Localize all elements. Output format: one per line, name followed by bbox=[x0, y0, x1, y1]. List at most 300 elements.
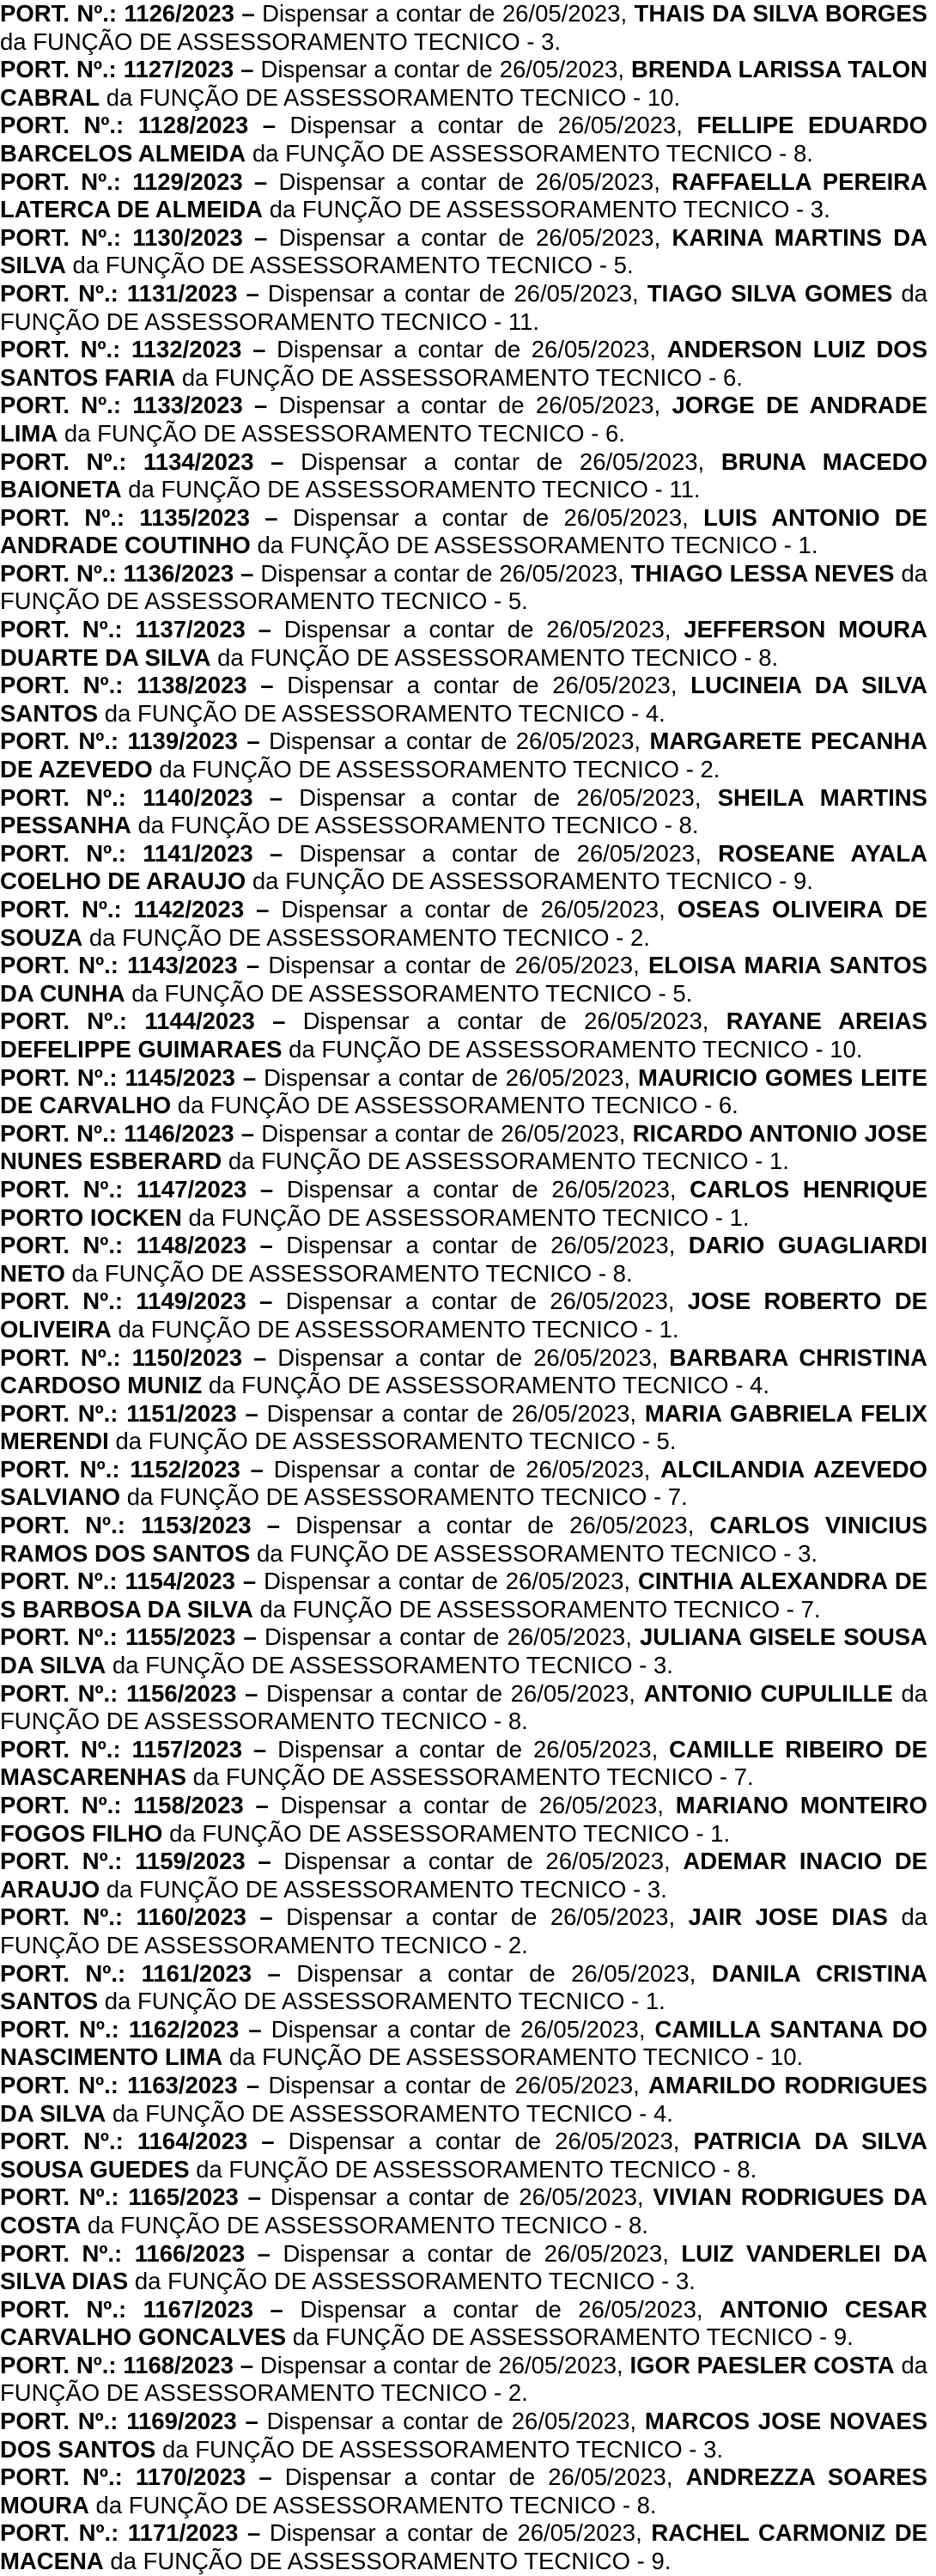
portaria-label: PORT. Nº.: bbox=[0, 2295, 143, 2323]
portaria-separator: – bbox=[254, 1008, 303, 1035]
employee-name: FELLIPE EDUARDO BARCELOS ALMEIDA bbox=[0, 112, 928, 167]
portaria-label: PORT. Nº.: bbox=[0, 0, 125, 27]
portaria-separator: – bbox=[234, 1119, 262, 1147]
portaria-separator: – bbox=[243, 1792, 281, 1818]
portaria-entry: PORT. Nº.: 1152/2023 – Dispensar a contar de 26/05/2023, ALCILANDIA AZEVEDO SALVIANO da FUNÇÃO DE ASSESSORAMENTO TECNICO - 7. bbox=[0, 1455, 927, 1511]
portaria-entry: PORT. Nº.: 1158/2023 – Dispensar a contar de 26/05/2023, MARIANO MONTEIRO FOGOS FILHO da FUNÇÃO DE ASSESSORAMENTO TECNICO - 1. bbox=[0, 1792, 928, 1847]
function-text: da FUNÇÃO DE ASSESSORAMENTO TECNICO - bbox=[137, 812, 672, 839]
function-level: 1 bbox=[645, 1988, 659, 2015]
portaria-number: 1167/2023 bbox=[143, 2295, 254, 2323]
function-text: da FUNÇÃO DE ASSESSORAMENTO TECNICO - bbox=[289, 1035, 824, 1063]
portaria-entry: PORT. Nº.: 1140/2023 – Dispensar a contar de 26/05/2023, SHEILA MARTINS PESSANHA da FUNÇÃO DE ASSESSORAMENTO TECNICO - 8. bbox=[0, 783, 928, 839]
portaria-number: 1170/2023 bbox=[135, 2463, 246, 2491]
portaria-action: Dispensar a contar de 26/05/2023, bbox=[292, 503, 689, 531]
portaria-entry: PORT. Nº.: 1154/2023 – Dispensar a contar de 26/05/2023, CINTHIA ALEXANDRA DE S BARBOSA DA SILVA da FUNÇÃO DE ASSESSORAMENTO TECNICO - 7. bbox=[0, 1568, 928, 1623]
portaria-label: PORT. Nº.: bbox=[0, 896, 134, 923]
portaria-number: 1169/2023 bbox=[126, 2408, 237, 2435]
function-level: 2 bbox=[508, 2379, 522, 2407]
employee-name: CARLOS HENRIQUE PORTO IOCKEN bbox=[0, 1175, 928, 1231]
portaria-action: Dispensar a contar de 26/05/2023, bbox=[286, 1175, 677, 1203]
portaria-label: PORT. Nº.: bbox=[0, 1512, 142, 1539]
portaria-separator: – bbox=[239, 2015, 271, 2043]
portaria-separator: – bbox=[242, 1735, 278, 1763]
function-text: da FUNÇÃO DE ASSESSORAMENTO TECNICO - bbox=[0, 1679, 928, 1735]
portaria-number: 1155/2023 bbox=[125, 1623, 236, 1651]
portaria-label: PORT. Nº.: bbox=[0, 2408, 127, 2435]
portaria-entry: PORT. Nº.: 1163/2023 – Dispensar a contar de 26/05/2023, AMARILDO RODRIGUES DA SILVA da FUNÇÃO DE ASSESSORAMENTO TECNICO - 4. bbox=[0, 2071, 928, 2127]
portaria-entry: PORT. Nº.: 1153/2023 – Dispensar a contar de 26/05/2023, CARLOS VINICIUS RAMOS DOS SANTOS da FUNÇÃO DE ASSESSORAMENTO TECNICO - 3. bbox=[0, 1512, 928, 1567]
portaria-separator: – bbox=[238, 2183, 270, 2211]
function-level: 7 bbox=[733, 1763, 747, 1791]
portaria-action: Dispensar a contar de 26/05/2023, bbox=[284, 2463, 673, 2491]
portaria-separator: – bbox=[252, 783, 300, 811]
portaria-separator: – bbox=[234, 559, 261, 587]
function-text: da FUNÇÃO DE ASSESSORAMENTO TECNICO - bbox=[217, 643, 752, 671]
portaria-action: Dispensar a contar de 26/05/2023, bbox=[283, 616, 672, 643]
function-level: 3 bbox=[647, 1875, 661, 1903]
function-level: 3 bbox=[798, 1539, 811, 1567]
portaria-label: PORT. Nº.: bbox=[0, 783, 143, 811]
portaria-number: 1138/2023 bbox=[137, 672, 247, 699]
portaria-action: Dispensar a contar de 26/05/2023, bbox=[266, 1679, 635, 1707]
portaria-label: PORT. Nº.: bbox=[0, 279, 127, 307]
function-text: da FUNÇÃO DE ASSESSORAMENTO TECNICO - bbox=[71, 1259, 606, 1287]
portaria-entry: PORT. Nº.: 1156/2023 – Dispensar a contar de 26/05/2023, ANTONIO CUPULILLE da FUNÇÃO DE ASSESSORAMENTO TECNICO - 8. bbox=[0, 1679, 928, 1735]
employee-name: ANDERSON LUIZ DOS SANTOS FARIA bbox=[0, 336, 928, 391]
portaria-entry: PORT. Nº.: 1127/2023 – Dispensar a contar de 26/05/2023, BRENDA LARISSA TALON CABRAL da FUNÇÃO DE ASSESSORAMENTO TECNICO - 10. bbox=[0, 56, 927, 111]
portaria-action: Dispensar a contar de 26/05/2023, bbox=[286, 1232, 676, 1259]
portaria-action: Dispensar a contar de 26/05/2023, bbox=[268, 2071, 640, 2098]
portaria-number: 1159/2023 bbox=[135, 1848, 246, 1875]
function-level: 4 bbox=[653, 2099, 667, 2127]
portaria-action: Dispensar a contar de 26/05/2023, bbox=[286, 1903, 676, 1931]
employee-name: LUIZ VANDERLEI DA SILVA DIAS bbox=[0, 2239, 928, 2295]
function-level: 6 bbox=[722, 363, 737, 391]
portaria-label: PORT. Nº.: bbox=[0, 1568, 125, 1595]
function-level: 1 bbox=[729, 1203, 743, 1231]
portaria-number: 1146/2023 bbox=[124, 1119, 234, 1147]
function-text: da FUNÇÃO DE ASSESSORAMENTO TECNICO - bbox=[252, 139, 787, 167]
function-text: da FUNÇÃO DE ASSESSORAMENTO TECNICO - bbox=[106, 83, 641, 111]
employee-name: RICARDO ANTONIO JOSE NUNES ESBERARD bbox=[0, 1119, 928, 1175]
portaria-separator: – bbox=[237, 279, 268, 307]
portaria-action: Dispensar a contar de 26/05/2023, bbox=[270, 2183, 644, 2211]
portaria-label: PORT. Nº.: bbox=[0, 839, 143, 867]
portaria-entry: PORT. Nº.: 1138/2023 – Dispensar a contar de 26/05/2023, LUCINEIA DA SILVA SANTOS da FUNÇÃO DE ASSESSORAMENTO TECNICO - 4. bbox=[0, 672, 928, 727]
portaria-action: Dispensar a contar de 26/05/2023, bbox=[299, 839, 702, 867]
portaria-label: PORT. Nº.: bbox=[0, 2519, 128, 2547]
function-text: da FUNÇÃO DE ASSESSORAMENTO TECNICO - bbox=[87, 2211, 623, 2238]
function-text: da FUNÇÃO DE ASSESSORAMENTO TECNICO - bbox=[134, 2268, 670, 2295]
portaria-entry: PORT. Nº.: 1157/2023 – Dispensar a contar de 26/05/2023, CAMILLE RIBEIRO DE MASCARENHAS da FUNÇÃO DE ASSESSORAMENTO TECNICO - 7. bbox=[0, 1735, 927, 1791]
portaria-action: Dispensar a contar de 26/05/2023, bbox=[259, 2351, 623, 2378]
portaria-action: Dispensar a contar de 26/05/2023, bbox=[268, 952, 640, 979]
portaria-separator: – bbox=[245, 1848, 284, 1875]
portaria-separator: – bbox=[240, 1455, 274, 1483]
portaria-separator: – bbox=[247, 2128, 289, 2155]
portaria-label: PORT. Nº.: bbox=[0, 1959, 142, 1987]
portaria-entry: PORT. Nº.: 1139/2023 – Dispensar a contar de 26/05/2023, MARGARETE PECANHA DE AZEVEDO da FUNÇÃO DE ASSESSORAMENTO TECNICO - 2. bbox=[0, 728, 928, 783]
function-text: da FUNÇÃO DE ASSESSORAMENTO TECNICO - bbox=[64, 419, 599, 447]
employee-name: DARIO GUAGLIARDI NETO bbox=[0, 1232, 927, 1287]
portaria-label: PORT. Nº.: bbox=[0, 1119, 125, 1147]
employee-name: PATRICIA DA SILVA SOUSA GUEDES bbox=[0, 2128, 928, 2183]
employee-name: TIAGO SILVA GOMES bbox=[647, 279, 893, 307]
employee-name: MARGARETE PECANHA DE AZEVEDO bbox=[0, 728, 928, 783]
portaria-action: Dispensar a contar de 26/05/2023, bbox=[285, 1288, 675, 1315]
function-text: da FUNÇÃO DE ASSESSORAMENTO TECNICO - bbox=[0, 2351, 928, 2407]
portaria-number: 1130/2023 bbox=[132, 223, 243, 251]
function-level: 8 bbox=[612, 1259, 626, 1287]
function-level: 5 bbox=[656, 1428, 670, 1455]
portaria-number: 1142/2023 bbox=[133, 896, 245, 923]
portaria-label: PORT. Nº.: bbox=[0, 1792, 134, 1818]
portaria-label: PORT. Nº.: bbox=[0, 2351, 124, 2378]
employee-name: ELOISA MARIA SANTOS DA CUNHA bbox=[0, 952, 927, 1007]
employee-name: BRUNA MACEDO BAIONETA bbox=[0, 448, 928, 503]
employee-name: MARIANO MONTEIRO FOGOS FILHO bbox=[0, 1792, 928, 1847]
portaria-label: PORT. Nº.: bbox=[0, 1008, 145, 1035]
portaria-action: Dispensar a contar de 26/05/2023, bbox=[283, 2239, 669, 2267]
portaria-entry: PORT. Nº.: 1136/2023 – Dispensar a contar de 26/05/2023, THIAGO LESSA NEVES da FUNÇÃO DE ASSESSORAMENTO TECNICO - 5. bbox=[0, 559, 928, 615]
portaria-entry: PORT. Nº.: 1129/2023 – Dispensar a contar de 26/05/2023, RAFFAELLA PEREIRA LATERCA DE ALMEIDA da FUNÇÃO DE ASSESSORAMENTO TECNICO - 3. bbox=[0, 167, 928, 223]
portaria-action: Dispensar a contar de 26/05/2023, bbox=[261, 1119, 626, 1147]
portaria-number: 1126/2023 bbox=[124, 0, 234, 27]
employee-name: SHEILA MARTINS PESSANHA bbox=[0, 783, 928, 839]
portaria-number: 1143/2023 bbox=[127, 952, 238, 979]
function-text: da FUNÇÃO DE ASSESSORAMENTO TECNICO - bbox=[256, 1539, 792, 1567]
portaria-separator: – bbox=[253, 448, 301, 475]
portaria-separator: – bbox=[234, 1063, 264, 1091]
function-text: da FUNÇÃO DE ASSESSORAMENTO TECNICO - bbox=[252, 868, 787, 895]
portaria-number: 1133/2023 bbox=[132, 392, 243, 419]
function-level: 8 bbox=[636, 2491, 650, 2518]
portaria-entry: PORT. Nº.: 1160/2023 – Dispensar a contar de 26/05/2023, JAIR JOSE DIAS da FUNÇÃO DE ASSESSORAMENTO TECNICO - 2. bbox=[0, 1903, 928, 1958]
portaria-number: 1153/2023 bbox=[141, 1512, 252, 1539]
portaria-number: 1140/2023 bbox=[143, 783, 253, 811]
function-level: 8 bbox=[758, 643, 772, 671]
portaria-separator: – bbox=[245, 2239, 283, 2267]
portaria-separator: – bbox=[245, 616, 284, 643]
portaria-number: 1166/2023 bbox=[134, 2239, 246, 2267]
function-text: da FUNÇÃO DE ASSESSORAMENTO TECNICO - bbox=[72, 252, 607, 279]
portaria-separator: – bbox=[246, 672, 288, 699]
employee-name: JULIANA GISELE SOUSA DA SILVA bbox=[0, 1623, 928, 1679]
function-text: da FUNÇÃO DE ASSESSORAMENTO TECNICO - bbox=[115, 1428, 650, 1455]
function-level: 3 bbox=[653, 1652, 667, 1679]
portaria-action: Dispensar a contar de 26/05/2023, bbox=[300, 2295, 703, 2323]
function-level: 10 bbox=[830, 1035, 856, 1063]
function-level: 4 bbox=[645, 699, 659, 727]
portaria-action: Dispensar a contar de 26/05/2023, bbox=[273, 1455, 651, 1483]
portaria-entry: PORT. Nº.: 1162/2023 – Dispensar a contar de 26/05/2023, CAMILLA SANTANA DO NASCIMENTO LIMA da FUNÇÃO DE ASSESSORAMENTO TECNICO - 10. bbox=[0, 2015, 928, 2071]
portaria-action: Dispensar a contar de 26/05/2023, bbox=[264, 1623, 632, 1651]
function-text: da FUNÇÃO DE ASSESSORAMENTO TECNICO - bbox=[104, 1988, 640, 2015]
portaria-label: PORT. Nº.: bbox=[0, 2183, 129, 2211]
function-text: da FUNÇÃO DE ASSESSORAMENTO TECNICO - bbox=[131, 979, 666, 1007]
function-text: da FUNÇÃO DE ASSESSORAMENTO TECNICO - bbox=[169, 1819, 704, 1847]
function-level: 9 bbox=[651, 2548, 665, 2575]
employee-name: CARLOS VINICIUS RAMOS DOS SANTOS bbox=[0, 1512, 928, 1567]
portaria-separator: – bbox=[236, 1679, 266, 1707]
employee-name: MARCOS JOSE NOVAES DOS SANTOS bbox=[0, 2408, 928, 2463]
portaria-number: 1137/2023 bbox=[135, 616, 246, 643]
function-level: 10 bbox=[769, 2043, 797, 2071]
portaria-entry: PORT. Nº.: 1133/2023 – Dispensar a contar de 26/05/2023, JORGE DE ANDRADE LIMA da FUNÇÃO DE ASSESSORAMENTO TECNICO - 6. bbox=[0, 392, 928, 447]
portaria-action: Dispensar a contar de 26/05/2023, bbox=[278, 223, 661, 251]
portaria-label: PORT. Nº.: bbox=[0, 728, 128, 755]
portaria-entry: PORT. Nº.: 1159/2023 – Dispensar a contar de 26/05/2023, ADEMAR INACIO DE ARAUJO da FUNÇÃO DE ASSESSORAMENTO TECNICO - 3. bbox=[0, 1848, 928, 1903]
portaria-entry: PORT. Nº.: 1145/2023 – Dispensar a contar de 26/05/2023, MAURICIO GOMES LEITE DE CARVALHO da FUNÇÃO DE ASSESSORAMENTO TECNICO - 6. bbox=[0, 1063, 928, 1119]
portaria-entry: PORT. Nº.: 1161/2023 – Dispensar a contar de 26/05/2023, DANILA CRISTINA SANTOS da FUNÇÃO DE ASSESSORAMENTO TECNICO - 1. bbox=[0, 1959, 928, 2015]
employee-name: VIVIAN RODRIGUES DA COSTA bbox=[0, 2183, 928, 2238]
employee-name: KARINA MARTINS DA SILVA bbox=[0, 223, 928, 279]
portaria-entry: PORT. Nº.: 1165/2023 – Dispensar a contar de 26/05/2023, VIVIAN RODRIGUES DA COSTA da FUNÇÃO DE ASSESSORAMENTO TECNICO - 8. bbox=[0, 2183, 928, 2238]
portaria-number: 1128/2023 bbox=[137, 112, 249, 139]
portaria-action: Dispensar a contar de 26/05/2023, bbox=[260, 56, 624, 83]
employee-name: ADEMAR INACIO DE ARAUJO bbox=[0, 1848, 928, 1903]
portaria-entry: PORT. Nº.: 1155/2023 – Dispensar a contar de 26/05/2023, JULIANA GISELE SOUSA DA SILVA da FUNÇÃO DE ASSESSORAMENTO TECNICO - 3. bbox=[0, 1623, 928, 1679]
portaria-number: 1162/2023 bbox=[128, 2015, 240, 2043]
portaria-label: PORT. Nº.: bbox=[0, 616, 136, 643]
portaria-action: Dispensar a contar de 26/05/2023, bbox=[277, 336, 657, 363]
portaria-action: Dispensar a contar de 26/05/2023, bbox=[267, 279, 639, 307]
function-text: da FUNÇÃO DE ASSESSORAMENTO TECNICO - bbox=[106, 1875, 641, 1903]
portaria-number: 1149/2023 bbox=[136, 1288, 246, 1315]
portaria-action: Dispensar a contar de 26/05/2023, bbox=[266, 2408, 637, 2435]
function-level: 6 bbox=[605, 419, 619, 447]
function-text: da FUNÇÃO DE ASSESSORAMENTO TECNICO - bbox=[110, 2548, 645, 2575]
portaria-action: Dispensar a contar de 26/05/2023, bbox=[302, 1008, 709, 1035]
portaria-number: 1134/2023 bbox=[143, 448, 254, 475]
portaria-separator: – bbox=[242, 1343, 278, 1371]
portaria-action: Dispensar a contar de 26/05/2023, bbox=[277, 1735, 659, 1763]
portaria-entry: PORT. Nº.: 1134/2023 – Dispensar a contar de 26/05/2023, BRUNA MACEDO BAIONETA da FUNÇÃO DE ASSESSORAMENTO TECNICO - 11. bbox=[0, 448, 928, 503]
portaria-entry: PORT. Nº.: 1144/2023 – Dispensar a contar de 26/05/2023, RAYANE AREIAS DEFELIPPE GUIMARAES da FUNÇÃO DE ASSESSORAMENTO TECNICO - 10. bbox=[0, 1008, 928, 1063]
portaria-entry: PORT. Nº.: 1143/2023 – Dispensar a contar de 26/05/2023, ELOISA MARIA SANTOS DA CUNHA da FUNÇÃO DE ASSESSORAMENTO TECNICO - 5. bbox=[0, 952, 927, 1007]
function-text: da FUNÇÃO DE ASSESSORAMENTO TECNICO - bbox=[181, 363, 717, 391]
function-level: 3 bbox=[541, 27, 555, 55]
portaria-separator: – bbox=[234, 0, 263, 27]
portaria-label: PORT. Nº.: bbox=[0, 952, 128, 979]
portaria-number: 1151/2023 bbox=[126, 1399, 237, 1427]
portaria-number: 1132/2023 bbox=[131, 336, 242, 363]
portaria-label: PORT. Nº.: bbox=[0, 1735, 132, 1763]
function-text: da FUNÇÃO DE ASSESSORAMENTO TECNICO - bbox=[104, 699, 640, 727]
portaria-entry: PORT. Nº.: 1130/2023 – Dispensar a contar de 26/05/2023, KARINA MARTINS DA SILVA da FUNÇÃO DE ASSESSORAMENTO TECNICO - 5. bbox=[0, 223, 928, 279]
portaria-entry: PORT. Nº.: 1142/2023 – Dispensar a contar de 26/05/2023, OSEAS OLIVEIRA DE SOUZA da FUNÇÃO DE ASSESSORAMENTO TECNICO - 2. bbox=[0, 896, 928, 951]
portaria-label: PORT. Nº.: bbox=[0, 2128, 137, 2155]
function-text: da FUNÇÃO DE ASSESSORAMENTO TECNICO - bbox=[0, 1903, 928, 1958]
portaria-action: Dispensar a contar de 26/05/2023, bbox=[280, 1792, 664, 1818]
portaria-number: 1163/2023 bbox=[127, 2071, 238, 2098]
portaria-number: 1161/2023 bbox=[141, 1959, 252, 1987]
portaria-number: 1157/2023 bbox=[131, 1735, 243, 1763]
function-text: da FUNÇÃO DE ASSESSORAMENTO TECNICO - bbox=[159, 756, 694, 783]
portaria-number: 1135/2023 bbox=[139, 503, 250, 531]
portaria-number: 1164/2023 bbox=[137, 2128, 248, 2155]
function-text: da FUNÇÃO DE ASSESSORAMENTO TECNICO - bbox=[259, 1595, 794, 1623]
function-level: 1 bbox=[659, 1315, 672, 1343]
portaria-label: PORT. Nº.: bbox=[0, 1903, 137, 1931]
portaria-action: Dispensar a contar de 26/05/2023, bbox=[301, 448, 705, 475]
function-level: 2 bbox=[629, 923, 644, 951]
portaria-entry: PORT. Nº.: 1168/2023 – Dispensar a contar de 26/05/2023, IGOR PAESLER COSTA da FUNÇÃO DE ASSESSORAMENTO TECNICO - 2. bbox=[0, 2351, 928, 2407]
portaria-separator: – bbox=[236, 1399, 267, 1427]
portaria-label: PORT. Nº.: bbox=[0, 112, 138, 139]
portaria-entry: PORT. Nº.: 1128/2023 – Dispensar a contar de 26/05/2023, FELLIPE EDUARDO BARCELOS ALMEIDA da FUNÇÃO DE ASSESSORAMENTO TECNICO - 8. bbox=[0, 112, 928, 167]
function-level: 11 bbox=[508, 308, 533, 335]
employee-name: DANILA CRISTINA SANTOS bbox=[0, 1959, 928, 2015]
function-text: da FUNÇÃO DE ASSESSORAMENTO TECNICO - bbox=[188, 1203, 723, 1231]
function-text: da FUNÇÃO DE ASSESSORAMENTO TECNICO - bbox=[126, 1483, 662, 1511]
portaria-entry: PORT. Nº.: 1137/2023 – Dispensar a contar de 26/05/2023, JEFFERSON MOURA DUARTE DA SILVA da FUNÇÃO DE ASSESSORAMENTO TECNICO - 8. bbox=[0, 616, 928, 671]
portaria-entry: PORT. Nº.: 1151/2023 – Dispensar a contar de 26/05/2023, MARIA GABRIELA FELIX MERENDI da FUNÇÃO DE ASSESSORAMENTO TECNICO - 5. bbox=[0, 1399, 928, 1455]
portaria-separator: – bbox=[237, 728, 270, 755]
employee-name: JAIR JOSE DIAS bbox=[688, 1903, 889, 1931]
function-level: 6 bbox=[718, 1092, 732, 1119]
employee-name: RAYANE AREIAS DEFELIPPE GUIMARAES bbox=[0, 1008, 928, 1063]
portaria-action: Dispensar a contar de 26/05/2023, bbox=[262, 0, 628, 27]
portaria-entry: PORT. Nº.: 1148/2023 – Dispensar a contar de 26/05/2023, DARIO GUAGLIARDI NETO da FUNÇÃO DE ASSESSORAMENTO TECNICO - 8. bbox=[0, 1232, 927, 1287]
function-level: 2 bbox=[700, 756, 714, 783]
function-level: 1 bbox=[798, 532, 811, 559]
employee-name: RACHEL CARMONIZ DE MACENA bbox=[0, 2519, 928, 2575]
portaria-label: PORT. Nº.: bbox=[0, 223, 133, 251]
portaria-label: PORT. Nº.: bbox=[0, 1623, 125, 1651]
portaria-entry: PORT. Nº.: 1126/2023 – Dispensar a contar de 26/05/2023, THAIS DA SILVA BORGES da FUNÇÃO DE ASSESSORAMENTO TECNICO - 3. bbox=[0, 0, 927, 55]
portaria-separator: – bbox=[241, 336, 277, 363]
function-level: 8 bbox=[678, 812, 692, 839]
portaria-action: Dispensar a contar de 26/05/2023, bbox=[266, 1399, 637, 1427]
portaria-label: PORT. Nº.: bbox=[0, 1288, 137, 1315]
portaria-separator: – bbox=[237, 2071, 269, 2098]
portaria-number: 1165/2023 bbox=[128, 2183, 239, 2211]
function-level: 8 bbox=[793, 139, 807, 167]
function-text: da FUNÇÃO DE ASSESSORAMENTO TECNICO - bbox=[292, 2323, 828, 2351]
portaria-action: Dispensar a contar de 26/05/2023, bbox=[281, 896, 666, 923]
portaria-action: Dispensar a contar de 26/05/2023, bbox=[296, 1959, 696, 1987]
function-level: 5 bbox=[508, 588, 522, 615]
portaria-separator: – bbox=[233, 2351, 260, 2378]
function-text: da FUNÇÃO DE ASSESSORAMENTO TECNICO - bbox=[161, 2435, 697, 2463]
portaria-number: 1168/2023 bbox=[123, 2351, 234, 2378]
function-level: 5 bbox=[672, 979, 686, 1007]
employee-name: THAIS DA SILVA BORGES bbox=[634, 0, 927, 27]
employee-name: ROSEANE AYALA COELHO DE ARAUJO bbox=[0, 839, 928, 895]
employee-name: ANTONIO CUPULILLE bbox=[643, 1679, 893, 1707]
portaria-action: Dispensar a contar de 26/05/2023, bbox=[295, 1512, 695, 1539]
portaria-entry: PORT. Nº.: 1170/2023 – Dispensar a contar de 26/05/2023, ANDREZZA SOARES MOURA da FUNÇÃO DE ASSESSORAMENTO TECNICO - 8. bbox=[0, 2463, 927, 2518]
employee-name: ALCILANDIA AZEVEDO SALVIANO bbox=[0, 1455, 927, 1511]
portaria-separator: – bbox=[242, 223, 279, 251]
portaria-action: Dispensar a contar de 26/05/2023, bbox=[277, 1343, 659, 1371]
employee-name: RAFFAELLA PEREIRA LATERCA DE ALMEIDA bbox=[0, 167, 928, 223]
function-level: 1 bbox=[769, 1148, 783, 1175]
portaria-separator: – bbox=[234, 56, 261, 83]
portaria-entry: PORT. Nº.: 1149/2023 – Dispensar a contar de 26/05/2023, JOSE ROBERTO DE OLIVEIRA da FUNÇÃO DE ASSESSORAMENTO TECNICO - 1. bbox=[0, 1288, 928, 1343]
employee-name: ANTONIO CESAR CARVALHO GONCALVES bbox=[0, 2295, 928, 2351]
portaria-separator: – bbox=[242, 167, 279, 195]
portaria-separator: – bbox=[234, 1568, 264, 1595]
portaria-separator: – bbox=[252, 839, 300, 867]
employee-name: LUCINEIA DA SILVA SANTOS bbox=[0, 672, 928, 727]
portaria-number: 1150/2023 bbox=[131, 1343, 243, 1371]
function-level: 1 bbox=[710, 1819, 724, 1847]
portaria-entry: PORT. Nº.: 1147/2023 – Dispensar a contar de 26/05/2023, CARLOS HENRIQUE PORTO IOCKEN da FUNÇÃO DE ASSESSORAMENTO TECNICO - 1. bbox=[0, 1175, 928, 1231]
portaria-entry: PORT. Nº.: 1171/2023 – Dispensar a contar de 26/05/2023, RACHEL CARMONIZ DE MACENA da FUNÇÃO DE ASSESSORAMENTO TECNICO - 9. bbox=[0, 2519, 928, 2575]
function-text: da FUNÇÃO DE ASSESSORAMENTO TECNICO - bbox=[196, 2155, 731, 2183]
portaria-entry: PORT. Nº.: 1164/2023 – Dispensar a contar de 26/05/2023, PATRICIA DA SILVA SOUSA GUEDES da FUNÇÃO DE ASSESSORAMENTO TECNICO - 8. bbox=[0, 2128, 928, 2183]
portaria-label: PORT. Nº.: bbox=[0, 559, 124, 587]
function-text: da FUNÇÃO DE ASSESSORAMENTO TECNICO - bbox=[228, 1148, 763, 1175]
function-level: 8 bbox=[737, 2155, 751, 2183]
function-text: da FUNÇÃO DE ASSESSORAMENTO TECNICO - bbox=[95, 2491, 630, 2518]
portaria-label: PORT. Nº.: bbox=[0, 56, 124, 83]
portaria-label: PORT. Nº.: bbox=[0, 1679, 126, 1707]
function-level: 10 bbox=[647, 83, 674, 111]
portaria-label: PORT. Nº.: bbox=[0, 1175, 137, 1203]
portaria-entry: PORT. Nº.: 1150/2023 – Dispensar a contar de 26/05/2023, BARBARA CHRISTINA CARDOSO MUNIZ da FUNÇÃO DE ASSESSORAMENTO TECNICO - 4. bbox=[0, 1343, 928, 1399]
portaria-label: PORT. Nº.: bbox=[0, 1455, 131, 1483]
portaria-separator: – bbox=[246, 1175, 287, 1203]
function-text: da FUNÇÃO DE ASSESSORAMENTO TECNICO - bbox=[88, 923, 624, 951]
function-text: da FUNÇÃO DE ASSESSORAMENTO TECNICO - bbox=[269, 196, 805, 223]
function-text: da FUNÇÃO DE ASSESSORAMENTO TECNICO - bbox=[112, 1652, 647, 1679]
portaria-number: 1144/2023 bbox=[144, 1008, 255, 1035]
portaria-number: 1147/2023 bbox=[136, 1175, 247, 1203]
portaria-action: Dispensar a contar de 26/05/2023, bbox=[269, 2519, 642, 2547]
portaria-separator: – bbox=[246, 1288, 286, 1315]
portaria-separator: – bbox=[252, 1959, 297, 1987]
portaria-action: Dispensar a contar de 26/05/2023, bbox=[260, 559, 624, 587]
portaria-separator: – bbox=[238, 2519, 270, 2547]
portaria-number: 1156/2023 bbox=[125, 1679, 237, 1707]
function-level: 11 bbox=[669, 476, 694, 503]
portaria-action: Dispensar a contar de 26/05/2023, bbox=[269, 728, 641, 755]
portaria-entry: PORT. Nº.: 1132/2023 – Dispensar a contar de 26/05/2023, ANDERSON LUIZ DOS SANTOS FARIA da FUNÇÃO DE ASSESSORAMENTO TECNICO - 6. bbox=[0, 336, 928, 391]
portaria-number: 1145/2023 bbox=[125, 1063, 235, 1091]
portaria-entry: PORT. Nº.: 1146/2023 – Dispensar a contar de 26/05/2023, RICARDO ANTONIO JOSE NUNES ESBERARD da FUNÇÃO DE ASSESSORAMENTO TECNICO - 1. bbox=[0, 1119, 928, 1175]
portaria-action: Dispensar a contar de 26/05/2023, bbox=[288, 2128, 680, 2155]
portaria-separator: – bbox=[235, 1623, 264, 1651]
portaria-label: PORT. Nº.: bbox=[0, 448, 144, 475]
portaria-label: PORT. Nº.: bbox=[0, 1848, 136, 1875]
function-text: da FUNÇÃO DE ASSESSORAMENTO TECNICO - bbox=[177, 1092, 713, 1119]
portaria-action: Dispensar a contar de 26/05/2023, bbox=[264, 1568, 631, 1595]
portaria-label: PORT. Nº.: bbox=[0, 2239, 135, 2267]
portaria-action: Dispensar a contar de 26/05/2023, bbox=[278, 392, 661, 419]
employee-name: CAMILLE RIBEIRO DE MASCARENHAS bbox=[0, 1735, 927, 1791]
portaria-action: Dispensar a contar de 26/05/2023, bbox=[287, 672, 678, 699]
function-level: 3 bbox=[703, 2435, 717, 2463]
function-level: 5 bbox=[613, 252, 627, 279]
function-text: da FUNÇÃO DE ASSESSORAMENTO TECNICO - bbox=[228, 2043, 764, 2071]
function-level: 3 bbox=[675, 2268, 690, 2295]
function-level: 8 bbox=[508, 1708, 522, 1735]
employee-name: BARBARA CHRISTINA CARDOSO MUNIZ bbox=[0, 1343, 928, 1399]
portaria-label: PORT. Nº.: bbox=[0, 392, 133, 419]
portaria-number: 1131/2023 bbox=[126, 279, 238, 307]
employee-name: CAMILLA SANTANA DO NASCIMENTO LIMA bbox=[0, 2015, 928, 2071]
portaria-action: Dispensar a contar de 26/05/2023, bbox=[278, 167, 660, 195]
portaria-separator: – bbox=[253, 2295, 301, 2323]
portaria-label: PORT. Nº.: bbox=[0, 167, 133, 195]
function-level: 9 bbox=[793, 868, 807, 895]
function-text: da FUNÇÃO DE ASSESSORAMENTO TECNICO - bbox=[208, 1372, 744, 1399]
employee-name: AMARILDO RODRIGUES DA SILVA bbox=[0, 2071, 928, 2127]
function-text: da FUNÇÃO DE ASSESSORAMENTO TECNICO - bbox=[192, 1763, 728, 1791]
